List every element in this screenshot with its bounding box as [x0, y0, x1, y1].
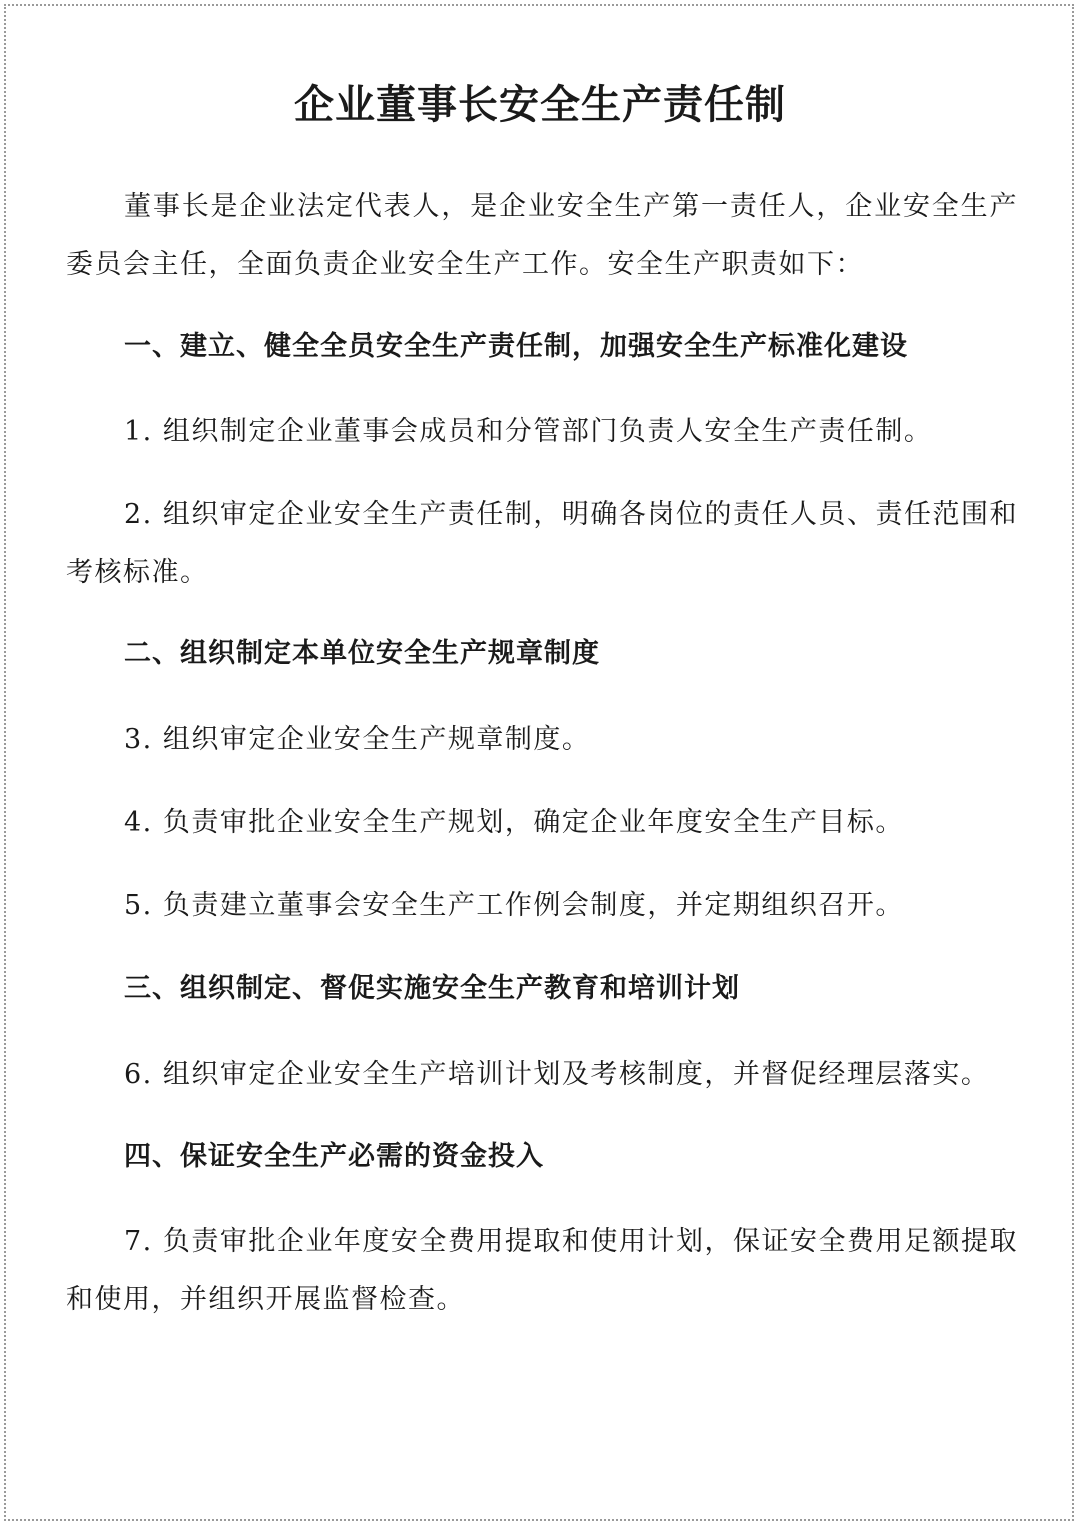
list-item-5: 5. 负责建立董事会安全生产工作例会制度，并定期组织召开。	[124, 890, 904, 921]
list-item-2: 2. 组织审定企业安全生产责任制，明确各岗位的责任人员、责任范围和考核标准。	[66, 499, 1018, 588]
section-heading-2: 二、组织制定本单位安全生产规章制度	[124, 638, 600, 669]
list-item-1: 1. 组织制定企业董事会成员和分管部门负责人安全生产责任制。	[124, 416, 933, 447]
list-item-4: 4. 负责审批企业安全生产规划，确定企业年度安全生产目标。	[124, 807, 904, 838]
document-title: 企业董事长安全生产责任制	[294, 81, 786, 128]
intro-paragraph: 董事长是企业法定代表人，是企业安全生产第一责任人，企业安全生产委员会主任，全面负责企业安全生产工作。安全生产职责如下：	[66, 191, 1018, 280]
section-heading-1: 一、建立、健全全员安全生产责任制，加强安全生产标准化建设	[124, 331, 908, 362]
list-item-3: 3. 组织审定企业安全生产规章制度。	[124, 724, 591, 755]
section-heading-3: 三、组织制定、督促实施安全生产教育和培训计划	[124, 973, 740, 1004]
section-heading-4: 四、保证安全生产必需的资金投入	[124, 1141, 544, 1172]
list-item-7: 7. 负责审批企业年度安全费用提取和使用计划，保证安全费用足额提取和使用，并组织开展监督检查。	[66, 1226, 1018, 1315]
list-item-6: 6. 组织审定企业安全生产培训计划及考核制度，并督促经理层落实。	[124, 1059, 990, 1090]
